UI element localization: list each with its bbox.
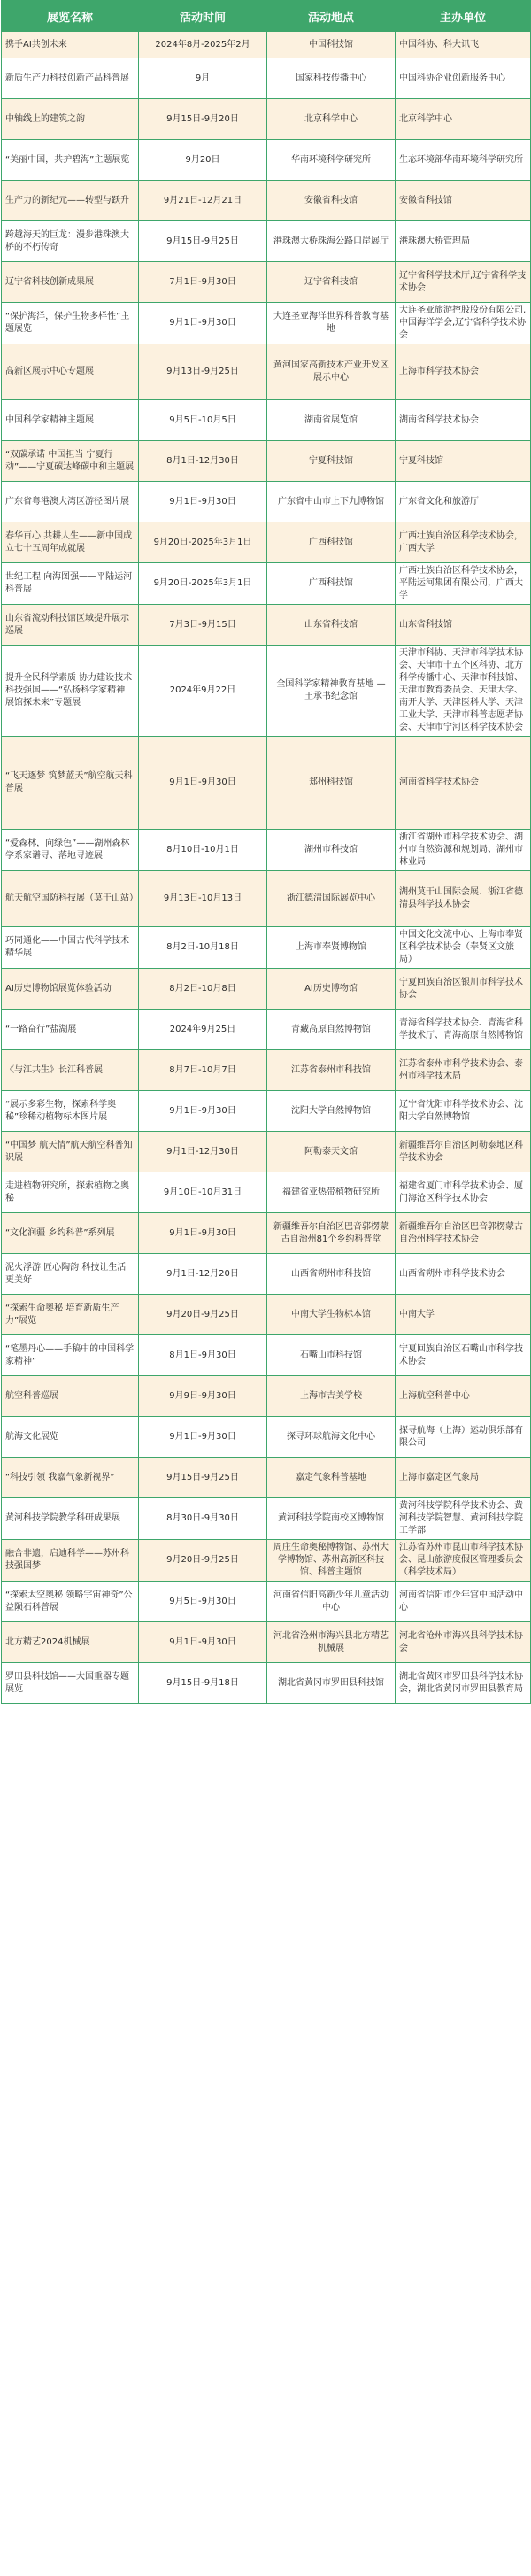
cell-exhibition-name: 黄河科技学院教学科研成果展 <box>2 1498 139 1540</box>
header-host: 主办单位 <box>396 1 531 32</box>
cell-host: 山西省朔州市科学技术协会 <box>396 1254 531 1295</box>
cell-time: 9月21日-12月21日 <box>139 181 267 221</box>
cell-host: 福建省厦门市科学技术协会、厦门海沧区科学技术协会 <box>396 1172 531 1213</box>
cell-host: 湖州莫干山国际会展、浙江省德清县科学技术协会 <box>396 871 531 927</box>
cell-place: AI历史博物馆 <box>267 969 396 1010</box>
cell-time: 9月15日-9月18日 <box>139 1663 267 1704</box>
cell-place: 石嘴山市科技馆 <box>267 1335 396 1376</box>
cell-host: 青海省科学技术协会、青海省科学技术厅、青海高原自然博物馆 <box>396 1010 531 1050</box>
cell-time: 9月1日-12月20日 <box>139 1254 267 1295</box>
cell-place: 湖州市科技馆 <box>267 830 396 871</box>
cell-exhibition-name: “保护海洋，保护生物多样性”主题展览 <box>2 303 139 344</box>
table-row <box>2 969 531 1010</box>
exhibition-table <box>1 0 531 1704</box>
cell-place: 山西省朔州市科技馆 <box>267 1254 396 1295</box>
cell-host: 河北省沧州市海兴县科学技术协会 <box>396 1622 531 1663</box>
header-time: 活动时间 <box>139 1 267 32</box>
cell-host: 宁夏科技馆 <box>396 441 531 482</box>
table-row <box>2 1010 531 1050</box>
cell-exhibition-name: 航空科普巡展 <box>2 1376 139 1417</box>
cell-place: 河南省信阳高新少年儿童活动中心 <box>267 1582 396 1622</box>
cell-exhibition-name: “展示多彩生物，探索科学奥秘”珍稀动植物标本图片展 <box>2 1091 139 1132</box>
cell-place: 大连圣亚海洋世界科普教育基地 <box>267 303 396 344</box>
cell-place: 郑州科技馆 <box>267 737 396 830</box>
cell-host: 广东省文化和旅游厅 <box>396 482 531 522</box>
cell-place: 福建省亚热带植物研究所 <box>267 1172 396 1213</box>
cell-host: 天津市科协、天津市科学技术协会、天津市十五个区科协、北方科学传播中心、天津市科技馆、天津市教育委员会、天津大学、南开大学、天津医科大学、天津工业大学、天津市科普志愿者协会、天津市宁河区科学技术协会 <box>396 646 531 737</box>
cell-place: 辽宁省科技馆 <box>267 262 396 303</box>
cell-exhibition-name: 世纪工程 向海图强——平陆运河科普展 <box>2 563 139 605</box>
cell-time: 9月13日-10月13日 <box>139 871 267 927</box>
cell-host: 辽宁省沈阳市科学技术协会、沈阳大学自然博物馆 <box>396 1091 531 1132</box>
table-row <box>2 1295 531 1335</box>
cell-place: 山东省科技馆 <box>267 605 396 646</box>
cell-host: 浙江省湖州市科学技术协会、湖州市自然资源和规划局、湖州市林业局 <box>396 830 531 871</box>
cell-host: 黄河科技学院科学技术协会、黄河科技学院智慧、黄河科技学院工学部 <box>396 1498 531 1540</box>
cell-time: 9月1日-9月30日 <box>139 482 267 522</box>
table-row <box>2 1582 531 1622</box>
table-row <box>2 871 531 927</box>
table-row <box>2 1376 531 1417</box>
cell-exhibition-name: 巧同通化——中国古代科学技术精华展 <box>2 927 139 969</box>
cell-place: 上海市吉美学校 <box>267 1376 396 1417</box>
cell-place: 上海市奉贤博物馆 <box>267 927 396 969</box>
table-row <box>2 1498 531 1540</box>
table-row <box>2 1132 531 1172</box>
cell-exhibition-name: “美丽中国，共护碧海”主题展览 <box>2 140 139 181</box>
cell-time: 9月15日-9月25日 <box>139 221 267 262</box>
cell-host: 宁夏回族自治区银川市科学技术协会 <box>396 969 531 1010</box>
cell-exhibition-name: 航天航空国防科技展（莫干山站） <box>2 871 139 927</box>
cell-place: 江苏省泰州市科技馆 <box>267 1050 396 1091</box>
table-row <box>2 605 531 646</box>
table-row <box>2 181 531 221</box>
table-row <box>2 737 531 830</box>
cell-host: 中国文化交流中心、上海市奉贤区科学技术协会（奉贤区文旅局） <box>396 927 531 969</box>
cell-exhibition-name: 高新区展示中心专题展 <box>2 344 139 400</box>
cell-time: 2024年8月-2025年2月 <box>139 32 267 58</box>
cell-time: 9月20日-2025年3月1日 <box>139 563 267 605</box>
cell-host: 湖北省黄冈市罗田县科学技术协会，湖北省黄冈市罗田县教育局 <box>396 1663 531 1704</box>
cell-place: 北京科学中心 <box>267 99 396 140</box>
cell-exhibition-name: 生产力的新纪元——转型与跃升 <box>2 181 139 221</box>
cell-time: 9月1日-9月30日 <box>139 303 267 344</box>
cell-time: 9月1日-9月30日 <box>139 1213 267 1254</box>
cell-exhibition-name: 罗田县科技馆——大国重器专题展览 <box>2 1663 139 1704</box>
cell-exhibition-name: 跨越海天的巨龙：漫步港珠澳大桥的不朽传奇 <box>2 221 139 262</box>
cell-host: 湖南省科学技术协会 <box>396 400 531 441</box>
cell-exhibition-name: “爱森林，向绿色”——湖州森林学系家谱寻、落地寻迹展 <box>2 830 139 871</box>
cell-exhibition-name: “科技引领 我嘉气象新视界” <box>2 1458 139 1498</box>
cell-place: 周庄生命奥秘博物馆、苏州大学博物馆、苏州高新区科技馆、科普主题馆 <box>267 1540 396 1582</box>
table-row <box>2 1335 531 1376</box>
table-row <box>2 99 531 140</box>
cell-time: 9月 <box>139 58 267 99</box>
cell-exhibition-name: 航海文化展览 <box>2 1417 139 1458</box>
cell-host: 大连圣亚旅游控股股份有限公司,中国海洋学会,辽宁省科学技术协会 <box>396 303 531 344</box>
cell-host: 辽宁省科学技术厅,辽宁省科学技术协会 <box>396 262 531 303</box>
cell-exhibition-name: 中轴线上的建筑之韵 <box>2 99 139 140</box>
cell-host: 新疆维吾尔自治区巴音郭楞蒙古自治州科学技术协会 <box>396 1213 531 1254</box>
cell-time: 9月20日 <box>139 140 267 181</box>
cell-time: 9月1日-9月30日 <box>139 1622 267 1663</box>
cell-host: 生态环境部华南环境科学研究所 <box>396 140 531 181</box>
table-row <box>2 1663 531 1704</box>
cell-place: 沈阳大学自然博物馆 <box>267 1091 396 1132</box>
exhibition-table-container <box>1 0 530 1704</box>
table-row <box>2 1622 531 1663</box>
cell-exhibition-name: 泥火浮游 匠心陶韵 科技让生活更美好 <box>2 1254 139 1295</box>
cell-host: 中南大学 <box>396 1295 531 1335</box>
table-row <box>2 482 531 522</box>
table-row <box>2 1091 531 1132</box>
cell-place: 浙江德清国际展览中心 <box>267 871 396 927</box>
cell-exhibition-name: 春华百心 共耕人生——新中国成立七十五周年成就展 <box>2 522 139 563</box>
cell-exhibition-name: “探索太空奥秘 领略宇宙神奇”公益陨石科普展 <box>2 1582 139 1622</box>
cell-exhibition-name: “探索生命奥秘 培育新质生产力”展览 <box>2 1295 139 1335</box>
cell-time: 9月1日-9月30日 <box>139 1091 267 1132</box>
cell-host: 河南省科学技术协会 <box>396 737 531 830</box>
table-row <box>2 400 531 441</box>
table-row <box>2 522 531 563</box>
header-place: 活动地点 <box>267 1 396 32</box>
table-row <box>2 1172 531 1213</box>
cell-time: 9月1日-9月30日 <box>139 1417 267 1458</box>
cell-time: 8月1日-9月30日 <box>139 1335 267 1376</box>
cell-time: 9月1日-9月30日 <box>139 737 267 830</box>
cell-time: 9月13日-9月25日 <box>139 344 267 400</box>
cell-time: 9月10日-10月31日 <box>139 1172 267 1213</box>
cell-time: 7月3日-9月15日 <box>139 605 267 646</box>
cell-exhibition-name: 《与江共生》长江科普展 <box>2 1050 139 1091</box>
cell-place: 华南环境科学研究所 <box>267 140 396 181</box>
table-row <box>2 1213 531 1254</box>
cell-place: 湖南省展览馆 <box>267 400 396 441</box>
cell-host: 山东省科技馆 <box>396 605 531 646</box>
cell-time: 2024年9月22日 <box>139 646 267 737</box>
cell-host: 广西壮族自治区科学技术协会，平陆运河集团有限公司，广西大学 <box>396 563 531 605</box>
cell-place: 国家科技传播中心 <box>267 58 396 99</box>
table-body <box>2 32 531 1704</box>
cell-place: 广西科技馆 <box>267 522 396 563</box>
table-row <box>2 646 531 737</box>
cell-time: 9月20日-9月25日 <box>139 1295 267 1335</box>
cell-host: 港珠澳大桥管理局 <box>396 221 531 262</box>
cell-host: 中国科协、科大讯飞 <box>396 32 531 58</box>
cell-time: 9月5日-9月30日 <box>139 1582 267 1622</box>
cell-host: 北京科学中心 <box>396 99 531 140</box>
cell-exhibition-name: 携手AI共创未来 <box>2 32 139 58</box>
cell-host: 安徽省科技馆 <box>396 181 531 221</box>
table-row <box>2 1458 531 1498</box>
cell-time: 8月2日-10月18日 <box>139 927 267 969</box>
table-row <box>2 58 531 99</box>
table-row <box>2 1540 531 1582</box>
cell-host: 上海市嘉定区气象局 <box>396 1458 531 1498</box>
cell-host: 河南省信阳市少年宫中国活动中心 <box>396 1582 531 1622</box>
table-row <box>2 563 531 605</box>
cell-time: 8月30日-9月30日 <box>139 1498 267 1540</box>
cell-host: 中国科协企业创新服务中心 <box>396 58 531 99</box>
table-header-row <box>2 1 531 32</box>
cell-exhibition-name: 广东省粤港澳大湾区游径图片展 <box>2 482 139 522</box>
cell-time: 9月15日-9月25日 <box>139 1458 267 1498</box>
cell-time: 9月5日-10月5日 <box>139 400 267 441</box>
cell-place: 全国科学家精神教育基地 — 王承书纪念馆 <box>267 646 396 737</box>
table-row <box>2 344 531 400</box>
cell-place: 港珠澳大桥珠海公路口岸展厅 <box>267 221 396 262</box>
cell-time: 9月20日-2025年3月1日 <box>139 522 267 563</box>
cell-exhibition-name: “一路奋行”盐湖展 <box>2 1010 139 1050</box>
cell-place: 中南大学生物标本馆 <box>267 1295 396 1335</box>
cell-exhibition-name: 辽宁省科技创新成果展 <box>2 262 139 303</box>
cell-exhibition-name: “文化润疆 乡约科普”系列展 <box>2 1213 139 1254</box>
cell-time: 8月2日-10月8日 <box>139 969 267 1010</box>
cell-exhibition-name: 走进植物研究所，探索植物之奥秘 <box>2 1172 139 1213</box>
cell-place: 河北省沧州市海兴县北方精艺机械展 <box>267 1622 396 1663</box>
cell-place: 青藏高原自然博物馆 <box>267 1010 396 1050</box>
cell-place: 湖北省黄冈市罗田县科技馆 <box>267 1663 396 1704</box>
cell-exhibition-name: “笔墨丹心——手稿中的中国科学家精神” <box>2 1335 139 1376</box>
table-row <box>2 1417 531 1458</box>
cell-exhibition-name: 山东省流动科技馆区域提升展示巡展 <box>2 605 139 646</box>
cell-time: 9月15日-9月20日 <box>139 99 267 140</box>
table-row <box>2 221 531 262</box>
cell-place: 中国科技馆 <box>267 32 396 58</box>
cell-exhibition-name: “双碳承诺 中国担当 宁夏行动”——宁夏碳达峰碳中和主题展 <box>2 441 139 482</box>
cell-place: 阿勒泰天文馆 <box>267 1132 396 1172</box>
cell-time: 8月1日-12月30日 <box>139 441 267 482</box>
cell-host: 江苏省泰州市科学技术协会、泰州市科学技术局 <box>396 1050 531 1091</box>
cell-host: 新疆维吾尔自治区阿勒泰地区科学技术协会 <box>396 1132 531 1172</box>
cell-time: 9月9日-9月30日 <box>139 1376 267 1417</box>
cell-exhibition-name: 新质生产力科技创新产品科普展 <box>2 58 139 99</box>
table-row <box>2 1050 531 1091</box>
table-row <box>2 262 531 303</box>
cell-time: 9月20日-9月25日 <box>139 1540 267 1582</box>
cell-time: 7月1日-9月30日 <box>139 262 267 303</box>
table-row <box>2 927 531 969</box>
table-row <box>2 441 531 482</box>
cell-time: 9月1日-12月30日 <box>139 1132 267 1172</box>
header-exhibition-name: 展览名称 <box>2 1 139 32</box>
cell-exhibition-name: 中国科学家精神主题展 <box>2 400 139 441</box>
cell-place: 广西科技馆 <box>267 563 396 605</box>
table-row <box>2 32 531 58</box>
cell-place: 探寻环球航海文化中心 <box>267 1417 396 1458</box>
cell-place: 黄河国家高新技术产业开发区展示中心 <box>267 344 396 400</box>
cell-host: 广西壮族自治区科学技术协会，广西大学 <box>396 522 531 563</box>
cell-time: 2024年9月25日 <box>139 1010 267 1050</box>
cell-host: 上海市科学技术协会 <box>396 344 531 400</box>
cell-host: 探寻航海（上海）运动俱乐部有限公司 <box>396 1417 531 1458</box>
cell-place: 黄河科技学院南校区博物馆 <box>267 1498 396 1540</box>
cell-place: 安徽省科技馆 <box>267 181 396 221</box>
table-row <box>2 303 531 344</box>
cell-time: 8月10日-10月1日 <box>139 830 267 871</box>
table-row <box>2 140 531 181</box>
cell-place: 宁夏科技馆 <box>267 441 396 482</box>
cell-exhibition-name: “飞天逐梦 筑梦蓝天”航空航天科普展 <box>2 737 139 830</box>
cell-exhibition-name: 提升全民科学素质 协力建设技术科技强国——“弘扬科学家精神 展馆探未来”专题展 <box>2 646 139 737</box>
cell-exhibition-name: “中国梦 航天情”航天航空科普知识展 <box>2 1132 139 1172</box>
cell-exhibition-name: AI历史博物馆展览体验活动 <box>2 969 139 1010</box>
cell-exhibition-name: 融合非遗，启迪科学——苏州科技强国梦 <box>2 1540 139 1582</box>
cell-host: 宁夏回族自治区石嘴山市科学技术协会 <box>396 1335 531 1376</box>
cell-place: 广东省中山市上下九博物馆 <box>267 482 396 522</box>
cell-exhibition-name: 北方精艺2024机械展 <box>2 1622 139 1663</box>
cell-time: 8月7日-10月7日 <box>139 1050 267 1091</box>
cell-host: 上海航空科普中心 <box>396 1376 531 1417</box>
cell-place: 嘉定气象科普基地 <box>267 1458 396 1498</box>
cell-host: 江苏省苏州市昆山市科学技术协会、昆山旅游度假区管理委员会（科学技术局） <box>396 1540 531 1582</box>
cell-place: 新疆维吾尔自治区巴音郭楞蒙古自治州81个乡约科普堂 <box>267 1213 396 1254</box>
table-row <box>2 1254 531 1295</box>
table-row <box>2 830 531 871</box>
